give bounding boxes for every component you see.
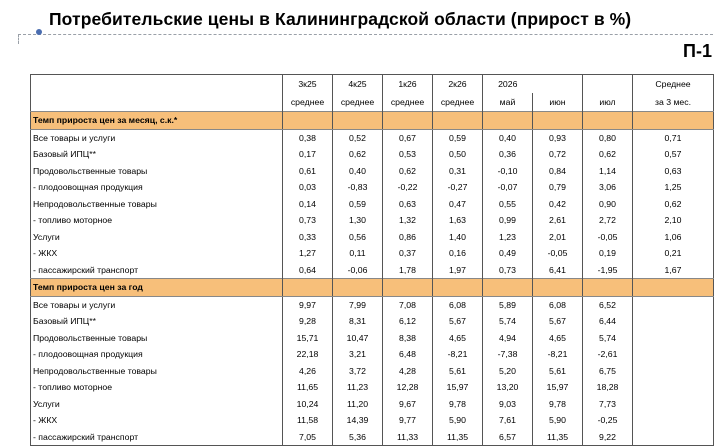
table-cell bbox=[633, 313, 714, 330]
table-cell: 0,90 bbox=[583, 196, 633, 213]
table-cell bbox=[633, 379, 714, 396]
table-cell: 0,93 bbox=[533, 129, 583, 146]
table-cell: 1,67 bbox=[664, 264, 682, 275]
section-fill bbox=[333, 279, 383, 297]
table-row bbox=[31, 262, 714, 279]
section-fill bbox=[533, 112, 583, 130]
table-cell: 0,53 bbox=[383, 146, 433, 163]
header-period-sub: среднее bbox=[383, 93, 433, 112]
table-cell: 2,10 bbox=[664, 215, 682, 225]
table-row bbox=[31, 346, 714, 363]
section-fill bbox=[383, 279, 433, 297]
section-fill bbox=[433, 112, 483, 130]
table-cell: 5,61 bbox=[533, 363, 583, 380]
table-row bbox=[31, 412, 714, 429]
table-cell: 0,99 bbox=[483, 212, 533, 229]
header-blank bbox=[31, 75, 283, 94]
table-cell: 22,18 bbox=[283, 346, 333, 363]
table-cell: 0,42 bbox=[533, 196, 583, 213]
table-cell: 7,05 bbox=[283, 429, 333, 446]
table-cell: 9,28 bbox=[283, 313, 333, 330]
table-cell: 0,52 bbox=[333, 129, 383, 146]
header-avg: Среднее bbox=[655, 79, 691, 89]
table-cell: 0,80 bbox=[583, 129, 633, 146]
table-cell: 0,71 bbox=[664, 132, 682, 143]
table-cell: 0,38 bbox=[283, 129, 333, 146]
header-period: 2к26 bbox=[433, 75, 483, 94]
table-cell: 9,78 bbox=[433, 396, 483, 413]
table-cell: 7,61 bbox=[483, 412, 533, 429]
table-cell: 1,25 bbox=[664, 182, 682, 192]
header-avg-sub: за 3 мес. bbox=[654, 97, 692, 107]
table-row bbox=[31, 379, 714, 396]
table-cell: 5,90 bbox=[533, 412, 583, 429]
table-cell: 0,03 bbox=[283, 179, 333, 196]
table-row bbox=[31, 396, 714, 413]
row-label: Услуги bbox=[31, 396, 283, 413]
table-cell: 9,03 bbox=[483, 396, 533, 413]
table-cell: 5,89 bbox=[483, 296, 533, 313]
table-cell: 0,63 bbox=[383, 196, 433, 213]
row-label: - плодоовощная продукция bbox=[31, 346, 283, 363]
table-cell: -0,06 bbox=[333, 262, 383, 279]
table-cell: 1,23 bbox=[483, 229, 533, 246]
table-cell bbox=[633, 396, 714, 413]
table-cell: 0,56 bbox=[333, 229, 383, 246]
table-cell bbox=[633, 296, 714, 313]
table-cell: 10,24 bbox=[283, 396, 333, 413]
table-cell: 9,22 bbox=[583, 429, 633, 446]
table-cell: 0,86 bbox=[383, 229, 433, 246]
section-fill bbox=[583, 112, 633, 130]
table-cell: 0,55 bbox=[483, 196, 533, 213]
table-cell: -2,61 bbox=[583, 346, 633, 363]
table-cell: -0,25 bbox=[583, 412, 633, 429]
table-cell: 1,27 bbox=[283, 245, 333, 262]
table-row bbox=[31, 313, 714, 330]
table-cell: -0,27 bbox=[433, 179, 483, 196]
table-cell: 1,30 bbox=[333, 212, 383, 229]
header-period: 3к25 bbox=[283, 75, 333, 94]
table-cell: 11,33 bbox=[383, 429, 433, 446]
row-label: Все товары и услуги bbox=[31, 296, 283, 313]
section-header-row bbox=[31, 279, 714, 297]
table-cell: 0,31 bbox=[433, 163, 483, 180]
table-cell: 1,40 bbox=[433, 229, 483, 246]
section-fill bbox=[283, 112, 333, 130]
divider bbox=[18, 34, 19, 44]
table-cell: 15,71 bbox=[283, 330, 333, 347]
header-period-sub: среднее bbox=[283, 93, 333, 112]
table-cell: 8,31 bbox=[333, 313, 383, 330]
table-row bbox=[31, 363, 714, 380]
table-cell: 6,08 bbox=[533, 296, 583, 313]
table-cell: -8,21 bbox=[433, 346, 483, 363]
table-cell: 1,14 bbox=[583, 163, 633, 180]
section-header-row bbox=[31, 112, 714, 130]
header-row bbox=[31, 75, 714, 94]
table-cell: 9,78 bbox=[533, 396, 583, 413]
header-period-sub: среднее bbox=[433, 93, 483, 112]
table-cell: 0,57 bbox=[664, 149, 682, 159]
row-label: - пассажирский транспорт bbox=[31, 429, 283, 446]
table-cell: 0,19 bbox=[583, 245, 633, 262]
table-cell: 11,65 bbox=[283, 379, 333, 396]
section-fill bbox=[633, 279, 714, 297]
table-cell: 1,97 bbox=[433, 262, 483, 279]
row-label: - топливо моторное bbox=[31, 212, 283, 229]
page-label: П-1 bbox=[683, 41, 712, 61]
table-cell: 0,64 bbox=[283, 262, 333, 279]
table-cell: 0,47 bbox=[433, 196, 483, 213]
table-cell: 5,67 bbox=[433, 313, 483, 330]
table-cell: 3,72 bbox=[333, 363, 383, 380]
table-cell: 9,77 bbox=[383, 412, 433, 429]
table-cell: -1,95 bbox=[583, 262, 633, 279]
section-fill bbox=[483, 112, 533, 130]
table-cell bbox=[633, 412, 714, 429]
table-cell bbox=[633, 330, 714, 347]
table-cell: 5,90 bbox=[433, 412, 483, 429]
table-row bbox=[31, 146, 714, 163]
table-cell: 0,59 bbox=[333, 196, 383, 213]
table-cell: 10,47 bbox=[333, 330, 383, 347]
table-cell: 5,61 bbox=[433, 363, 483, 380]
section-fill bbox=[283, 279, 333, 297]
table-cell: 0,62 bbox=[333, 146, 383, 163]
table-cell: 4,65 bbox=[533, 330, 583, 347]
table-cell: 2,61 bbox=[533, 212, 583, 229]
table-cell: 4,26 bbox=[283, 363, 333, 380]
table-cell: 5,67 bbox=[533, 313, 583, 330]
table-cell: 0,72 bbox=[533, 146, 583, 163]
table-cell: 11,58 bbox=[283, 412, 333, 429]
header-blank bbox=[533, 75, 583, 94]
table-cell: 2,01 bbox=[533, 229, 583, 246]
table-cell: 6,08 bbox=[433, 296, 483, 313]
table-cell: 1,78 bbox=[383, 262, 433, 279]
section-fill bbox=[483, 279, 533, 297]
table-cell: 15,97 bbox=[533, 379, 583, 396]
table-row bbox=[31, 212, 714, 229]
table-row bbox=[31, 196, 714, 213]
section-title: Темп прироста цен за месяц, с.к.* bbox=[31, 112, 283, 130]
table-cell: 0,84 bbox=[533, 163, 583, 180]
row-label: Базовый ИПЦ** bbox=[31, 146, 283, 163]
table-cell: 0,50 bbox=[433, 146, 483, 163]
table-cell: 11,35 bbox=[533, 429, 583, 446]
row-label: - топливо моторное bbox=[31, 379, 283, 396]
table-cell: -0,10 bbox=[483, 163, 533, 180]
table-cell: 0,40 bbox=[483, 129, 533, 146]
table-row bbox=[31, 129, 714, 146]
table-cell: 0,59 bbox=[433, 129, 483, 146]
table-cell: 0,37 bbox=[383, 245, 433, 262]
table-cell: 6,44 bbox=[583, 313, 633, 330]
section-fill bbox=[583, 279, 633, 297]
table-cell: 9,97 bbox=[283, 296, 333, 313]
table-cell: 5,74 bbox=[583, 330, 633, 347]
table-row bbox=[31, 245, 714, 262]
table-cell: 12,28 bbox=[383, 379, 433, 396]
header-month: июл bbox=[583, 93, 633, 112]
header-period-sub: среднее bbox=[333, 93, 383, 112]
table-cell: 1,63 bbox=[433, 212, 483, 229]
table-cell: 1,06 bbox=[664, 231, 682, 242]
table-cell: 6,41 bbox=[533, 262, 583, 279]
table-cell bbox=[633, 363, 714, 380]
table-cell: 9,67 bbox=[383, 396, 433, 413]
table-cell: -8,21 bbox=[533, 346, 583, 363]
table-row bbox=[31, 179, 714, 196]
header-month: июн bbox=[533, 93, 583, 112]
table-cell: 0,62 bbox=[664, 198, 682, 209]
row-label: - плодоовощная продукция bbox=[31, 179, 283, 196]
table-cell: 11,23 bbox=[333, 379, 383, 396]
table-cell: 5,36 bbox=[333, 429, 383, 446]
table-cell: 0,79 bbox=[533, 179, 583, 196]
row-label: Непродовольственные товары bbox=[31, 363, 283, 380]
section-fill bbox=[433, 279, 483, 297]
table-cell: 0,63 bbox=[664, 165, 682, 176]
table-row bbox=[31, 163, 714, 180]
header-year: 2026 bbox=[498, 79, 518, 89]
section-title: Темп прироста цен за год bbox=[31, 279, 283, 297]
table-cell bbox=[633, 429, 714, 446]
header-blank bbox=[31, 93, 283, 112]
row-label: Продовольственные товары bbox=[31, 163, 283, 180]
table-cell: 0,73 bbox=[483, 262, 533, 279]
section-fill bbox=[383, 112, 433, 130]
table-cell: 4,28 bbox=[383, 363, 433, 380]
table-cell: 6,52 bbox=[583, 296, 633, 313]
row-label: - ЖКХ bbox=[31, 245, 283, 262]
section-fill bbox=[633, 112, 714, 130]
table-cell: 4,65 bbox=[433, 330, 483, 347]
table-cell: 6,12 bbox=[383, 313, 433, 330]
row-label: Непродовольственные товары bbox=[31, 196, 283, 213]
table-cell: -7,38 bbox=[483, 346, 533, 363]
row-label: - ЖКХ bbox=[31, 412, 283, 429]
header-period: 4к25 bbox=[333, 75, 383, 94]
table-cell: 0,14 bbox=[283, 196, 333, 213]
table-cell: -0,05 bbox=[583, 229, 633, 246]
page-title: Потребительские цены в Калининградской области (прирост в %) bbox=[49, 9, 632, 29]
table-row bbox=[31, 296, 714, 313]
row-label: Продовольственные товары bbox=[31, 330, 283, 347]
table-cell: 0,36 bbox=[483, 146, 533, 163]
table-cell: 3,21 bbox=[333, 346, 383, 363]
table-row bbox=[31, 330, 714, 347]
table-cell: 4,94 bbox=[483, 330, 533, 347]
header-row bbox=[31, 93, 714, 112]
section-fill bbox=[333, 112, 383, 130]
table-cell: 14,39 bbox=[333, 412, 383, 429]
table-cell: 0,17 bbox=[283, 146, 333, 163]
row-label: Услуги bbox=[31, 229, 283, 246]
table-cell: 0,33 bbox=[283, 229, 333, 246]
table-cell: 0,21 bbox=[664, 248, 682, 258]
table-cell: 6,57 bbox=[483, 429, 533, 446]
header-blank bbox=[583, 75, 633, 94]
table-cell: 0,40 bbox=[333, 163, 383, 180]
bullet-dot-icon bbox=[36, 29, 42, 35]
row-label: Все товары и услуги bbox=[31, 129, 283, 146]
table-cell: 7,73 bbox=[583, 396, 633, 413]
section-fill bbox=[533, 279, 583, 297]
table-cell: 0,61 bbox=[283, 163, 333, 180]
table-cell: 0,62 bbox=[583, 146, 633, 163]
table-cell: 5,74 bbox=[483, 313, 533, 330]
table-cell: 6,48 bbox=[383, 346, 433, 363]
row-label: Базовый ИПЦ** bbox=[31, 313, 283, 330]
table-cell: 11,35 bbox=[433, 429, 483, 446]
table-cell: 15,97 bbox=[433, 379, 483, 396]
table-cell: 0,16 bbox=[433, 245, 483, 262]
table-cell: 0,73 bbox=[283, 212, 333, 229]
table-cell: -0,22 bbox=[383, 179, 433, 196]
table-cell: -0,05 bbox=[533, 245, 583, 262]
table-cell: 13,20 bbox=[483, 379, 533, 396]
table-cell: 3,06 bbox=[583, 179, 633, 196]
header-period: 1к26 bbox=[383, 75, 433, 94]
table-cell bbox=[633, 346, 714, 363]
table-cell: 0,62 bbox=[383, 163, 433, 180]
header-month: май bbox=[483, 93, 533, 112]
table-cell: 2,72 bbox=[583, 212, 633, 229]
table-cell: 1,32 bbox=[383, 212, 433, 229]
table-cell: -0,83 bbox=[333, 179, 383, 196]
divider bbox=[18, 34, 713, 35]
row-label: - пассажирский транспорт bbox=[31, 262, 283, 279]
table-row bbox=[31, 229, 714, 246]
table-cell: 7,08 bbox=[383, 296, 433, 313]
table-row bbox=[31, 429, 714, 446]
table-cell: 6,75 bbox=[583, 363, 633, 380]
prices-table bbox=[30, 74, 714, 446]
table-cell: 18,28 bbox=[583, 379, 633, 396]
table-cell: 0,67 bbox=[383, 129, 433, 146]
table-cell: 0,11 bbox=[333, 245, 383, 262]
table-cell: 11,20 bbox=[333, 396, 383, 413]
table-cell: -0,07 bbox=[483, 179, 533, 196]
table-cell: 7,99 bbox=[333, 296, 383, 313]
table-cell: 0,49 bbox=[483, 245, 533, 262]
table-cell: 5,20 bbox=[483, 363, 533, 380]
table-cell: 8,38 bbox=[383, 330, 433, 347]
